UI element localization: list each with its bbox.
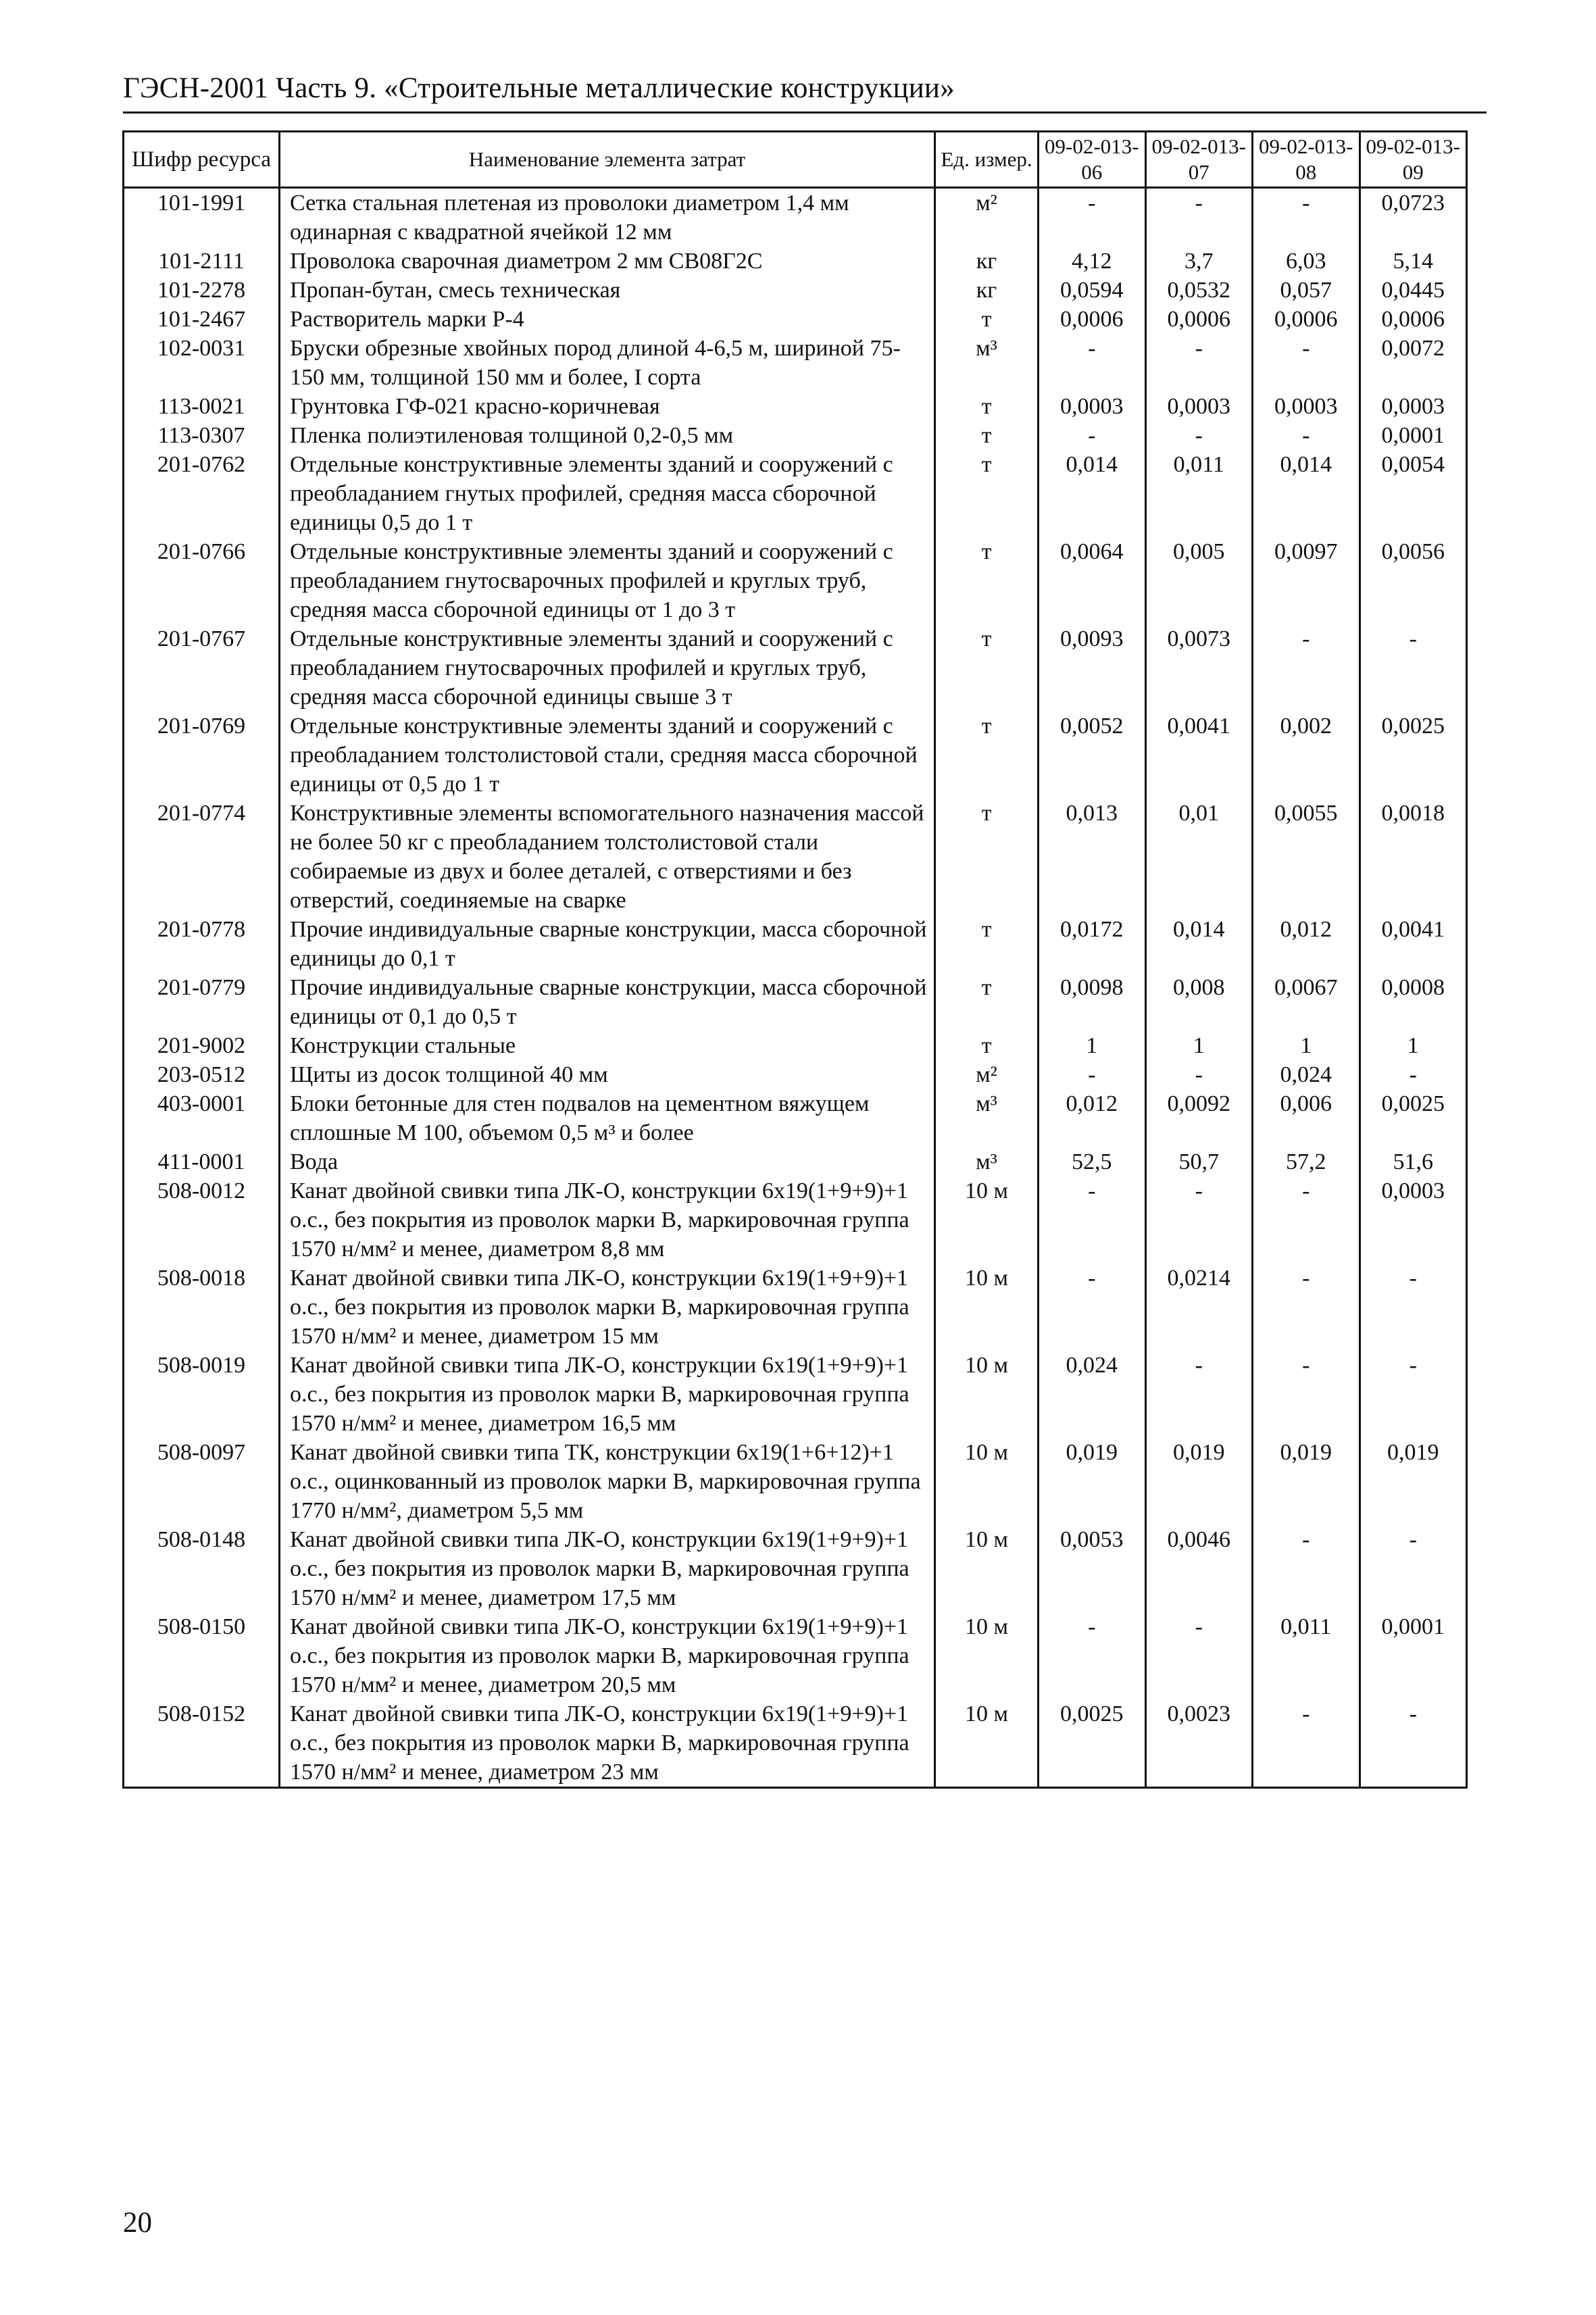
norm-value-cell: 0,0025 [1360, 712, 1467, 799]
resource-code-cell: 411-0001 [124, 1147, 280, 1176]
table-row [124, 712, 1467, 799]
norm-value-cell: 0,006 [1253, 1089, 1360, 1147]
column-header-unit: Ед. измер. [935, 132, 1039, 188]
norm-value-cell: 0,0723 [1360, 188, 1467, 247]
norm-value-cell: - [1039, 1264, 1146, 1351]
norm-value-cell: 0,01 [1145, 799, 1253, 915]
resource-code-cell: 508-0012 [124, 1176, 280, 1264]
unit-cell: т [935, 450, 1039, 537]
resource-name-cell: Конструктивные элементы вспомогательного назначения массой не более 50 кг с преобладанием толстолистовой стали собираемые из двух и более деталей, с отверстиями и без отверстий, соединяемые на сварке [280, 799, 935, 915]
resource-code-cell: 113-0021 [124, 392, 280, 421]
unit-cell: кг [935, 276, 1039, 305]
norm-value-cell: 0,012 [1039, 1089, 1146, 1147]
unit-cell: т [935, 624, 1039, 712]
norm-value-cell: 0,0023 [1145, 1699, 1253, 1788]
norm-value-cell: - [1360, 1351, 1467, 1438]
resource-name-cell: Канат двойной свивки типа ЛК-О, конструкции 6х19(1+9+9)+1 о.с., без покрытия из проволок марки В, маркировочная группа 1570 н/мм² и менее, диаметром 20,5 мм [280, 1612, 935, 1699]
norm-value-cell: 0,0067 [1253, 973, 1360, 1031]
unit-cell: 10 м [935, 1612, 1039, 1699]
norm-value-cell: 0,002 [1253, 712, 1360, 799]
norm-value-cell: - [1253, 421, 1360, 450]
resource-name-cell: Отдельные конструктивные элементы зданий и сооружений с преобладанием гнутосварочных профилей и круглых труб, средняя масса сборочной единицы свыше 3 т [280, 624, 935, 712]
unit-cell: м³ [935, 1147, 1039, 1176]
resource-code-cell: 201-0769 [124, 712, 280, 799]
norm-value-cell: - [1039, 188, 1146, 247]
table-row [124, 1031, 1467, 1060]
resource-code-cell: 508-0152 [124, 1699, 280, 1788]
norm-value-cell: - [1253, 1176, 1360, 1264]
norm-value-cell: 0,019 [1039, 1438, 1146, 1525]
norm-value-cell: 0,0098 [1039, 973, 1146, 1031]
resource-name-cell: Бруски обрезные хвойных пород длиной 4-6,5 м, шириной 75-150 мм, толщиной 150 мм и более, I сорта [280, 334, 935, 392]
norm-value-cell: 0,0003 [1145, 392, 1253, 421]
resource-name-cell: Вода [280, 1147, 935, 1176]
table-row [124, 1060, 1467, 1089]
resource-name-cell: Сетка стальная плетеная из проволоки диаметром 1,4 мм одинарная с квадратной ячейкой 12 мм [280, 188, 935, 247]
unit-cell: кг [935, 247, 1039, 276]
table-row [124, 915, 1467, 973]
norm-value-cell: 0,0093 [1039, 624, 1146, 712]
norm-value-cell: 3,7 [1145, 247, 1253, 276]
norm-value-cell: - [1253, 188, 1360, 247]
resource-code-cell: 201-0767 [124, 624, 280, 712]
unit-cell: м³ [935, 1089, 1039, 1147]
norm-value-cell: - [1039, 334, 1146, 392]
resource-code-cell: 201-0762 [124, 450, 280, 537]
resource-name-cell: Отдельные конструктивные элементы зданий и сооружений с преобладанием гнутых профилей, средняя масса сборочной единицы 0,5 до 1 т [280, 450, 935, 537]
unit-cell: т [935, 712, 1039, 799]
resource-name-cell: Канат двойной свивки типа ЛК-О, конструкции 6х19(1+9+9)+1 о.с., без покрытия из проволок марки В, маркировочная группа 1570 н/мм² и менее, диаметром 16,5 мм [280, 1351, 935, 1438]
norm-value-cell: 0,0003 [1360, 1176, 1467, 1264]
resource-name-cell: Блоки бетонные для стен подвалов на цементном вяжущем сплошные М 100, объемом 0,5 м³ и более [280, 1089, 935, 1147]
column-header-norm-08: 09-02-013-08 [1253, 132, 1360, 188]
norm-value-cell: 0,019 [1253, 1438, 1360, 1525]
unit-cell: т [935, 973, 1039, 1031]
page-number: 20 [123, 2207, 152, 2239]
resource-code-cell: 101-2278 [124, 276, 280, 305]
norm-value-cell: - [1253, 1351, 1360, 1438]
norm-value-cell: - [1253, 334, 1360, 392]
norm-value-cell: 0,0041 [1145, 712, 1253, 799]
norm-value-cell: - [1039, 1060, 1146, 1089]
resource-code-cell: 101-2111 [124, 247, 280, 276]
table-row [124, 1176, 1467, 1264]
norm-value-cell: 0,0064 [1039, 537, 1146, 624]
norm-value-cell: 5,14 [1360, 247, 1467, 276]
norm-value-cell: 0,024 [1253, 1060, 1360, 1089]
unit-cell: 10 м [935, 1264, 1039, 1351]
norm-value-cell: 0,0025 [1360, 1089, 1467, 1147]
table-row [124, 973, 1467, 1031]
norm-value-cell: - [1145, 1060, 1253, 1089]
norm-value-cell: 0,0018 [1360, 799, 1467, 915]
norm-value-cell: - [1360, 1699, 1467, 1788]
unit-cell: 10 м [935, 1525, 1039, 1612]
norm-value-cell: - [1360, 624, 1467, 712]
norm-value-cell: 0,019 [1360, 1438, 1467, 1525]
norm-value-cell: - [1039, 1612, 1146, 1699]
norm-value-cell: 0,011 [1145, 450, 1253, 537]
norm-value-cell: 0,0056 [1360, 537, 1467, 624]
resource-code-cell: 113-0307 [124, 421, 280, 450]
norm-value-cell: 52,5 [1039, 1147, 1146, 1176]
norm-value-cell: - [1253, 1264, 1360, 1351]
norm-value-cell: 0,0006 [1145, 305, 1253, 334]
norm-value-cell: 0,0001 [1360, 421, 1467, 450]
table-body [124, 188, 1467, 1788]
norm-value-cell: - [1145, 1351, 1253, 1438]
norm-value-cell: 57,2 [1253, 1147, 1360, 1176]
norm-value-cell: 0,0532 [1145, 276, 1253, 305]
norm-value-cell: 4,12 [1039, 247, 1146, 276]
table-row [124, 334, 1467, 392]
unit-cell: т [935, 1031, 1039, 1060]
table-row [124, 392, 1467, 421]
resource-name-cell: Отдельные конструктивные элементы зданий и сооружений с преобладанием гнутосварочных профилей и круглых труб, средняя масса сборочной единицы от 1 до 3 т [280, 537, 935, 624]
unit-cell: т [935, 537, 1039, 624]
norm-value-cell: 0,0003 [1253, 392, 1360, 421]
table-row [124, 1699, 1467, 1788]
unit-cell: т [935, 915, 1039, 973]
norm-value-cell: 0,0445 [1360, 276, 1467, 305]
norm-value-cell: 0,0055 [1253, 799, 1360, 915]
resource-name-cell: Прочие индивидуальные сварные конструкции, масса сборочной единицы до 0,1 т [280, 915, 935, 973]
resource-code-cell: 201-0766 [124, 537, 280, 624]
norm-value-cell: 0,011 [1253, 1612, 1360, 1699]
table-row [124, 421, 1467, 450]
resource-code-cell: 201-9002 [124, 1031, 280, 1060]
unit-cell: т [935, 799, 1039, 915]
norm-value-cell: - [1253, 624, 1360, 712]
resource-code-cell: 201-0778 [124, 915, 280, 973]
norm-value-cell: 1 [1145, 1031, 1253, 1060]
norm-value-cell: - [1145, 334, 1253, 392]
resource-name-cell: Канат двойной свивки типа ЛК-О, конструкции 6х19(1+9+9)+1 о.с., без покрытия из проволок марки В, маркировочная группа 1570 н/мм² и менее, диаметром 23 мм [280, 1699, 935, 1788]
unit-cell: 10 м [935, 1699, 1039, 1788]
norm-value-cell: 1 [1039, 1031, 1146, 1060]
norm-value-cell: - [1253, 1525, 1360, 1612]
norm-value-cell: 0,057 [1253, 276, 1360, 305]
norm-value-cell: 1 [1253, 1031, 1360, 1060]
norm-value-cell: - [1360, 1525, 1467, 1612]
unit-cell: т [935, 421, 1039, 450]
norm-value-cell: 0,0073 [1145, 624, 1253, 712]
unit-cell: м³ [935, 334, 1039, 392]
resource-code-cell: 102-0031 [124, 334, 280, 392]
norm-value-cell: 0,0053 [1039, 1525, 1146, 1612]
norm-value-cell: 0,013 [1039, 799, 1146, 915]
unit-cell: 10 м [935, 1351, 1039, 1438]
norm-value-cell: 0,005 [1145, 537, 1253, 624]
table-row [124, 1351, 1467, 1438]
column-header-norm-07: 09-02-013-07 [1145, 132, 1253, 188]
resource-code-cell: 101-1991 [124, 188, 280, 247]
resource-table-wrap [122, 130, 1466, 1789]
norm-value-cell: 0,0072 [1360, 334, 1467, 392]
norm-value-cell: 0,008 [1145, 973, 1253, 1031]
resource-name-cell: Пленка полиэтиленовая толщиной 0,2-0,5 мм [280, 421, 935, 450]
norm-value-cell: - [1360, 1060, 1467, 1089]
page-header: ГЭСН-2001 Часть 9. «Строительные металлические конструкции» [123, 72, 955, 104]
header-rule [123, 111, 1487, 114]
norm-value-cell: - [1253, 1699, 1360, 1788]
resource-code-cell: 508-0018 [124, 1264, 280, 1351]
norm-value-cell: 0,0097 [1253, 537, 1360, 624]
table-header-row [124, 132, 1467, 188]
table-row [124, 1147, 1467, 1176]
column-header-norm-09: 09-02-013-09 [1360, 132, 1467, 188]
unit-cell: 10 м [935, 1176, 1039, 1264]
table-row [124, 1264, 1467, 1351]
table-row [124, 305, 1467, 334]
resource-name-cell: Канат двойной свивки типа ЛК-О, конструкции 6х19(1+9+9)+1 о.с., без покрытия из проволок марки В, маркировочная группа 1570 н/мм² и менее, диаметром 17,5 мм [280, 1525, 935, 1612]
resource-name-cell: Щиты из досок толщиной 40 мм [280, 1060, 935, 1089]
resource-name-cell: Канат двойной свивки типа ЛК-О, конструкции 6х19(1+9+9)+1 о.с., без покрытия из проволок марки В, маркировочная группа 1570 н/мм² и менее, диаметром 8,8 мм [280, 1176, 935, 1264]
norm-value-cell: 0,014 [1253, 450, 1360, 537]
norm-value-cell: 0,014 [1145, 915, 1253, 973]
resource-code-cell: 201-0774 [124, 799, 280, 915]
norm-value-cell: 50,7 [1145, 1147, 1253, 1176]
table-row [124, 1089, 1467, 1147]
norm-value-cell: 0,0052 [1039, 712, 1146, 799]
norm-value-cell: 0,0092 [1145, 1089, 1253, 1147]
norm-value-cell: 0,0172 [1039, 915, 1146, 973]
norm-value-cell: 0,0006 [1253, 305, 1360, 334]
norm-value-cell: 1 [1360, 1031, 1467, 1060]
norm-value-cell: 0,0006 [1360, 305, 1467, 334]
norm-value-cell: 0,019 [1145, 1438, 1253, 1525]
resource-code-cell: 508-0148 [124, 1525, 280, 1612]
unit-cell: т [935, 305, 1039, 334]
unit-cell: 10 м [935, 1438, 1039, 1525]
norm-value-cell: 0,0214 [1145, 1264, 1253, 1351]
norm-value-cell: 51,6 [1360, 1147, 1467, 1176]
table-row [124, 1612, 1467, 1699]
norm-value-cell: 0,024 [1039, 1351, 1146, 1438]
resource-name-cell: Прочие индивидуальные сварные конструкции, масса сборочной единицы от 0,1 до 0,5 т [280, 973, 935, 1031]
norm-value-cell: - [1360, 1264, 1467, 1351]
unit-cell: м² [935, 1060, 1039, 1089]
norm-value-cell: 0,014 [1039, 450, 1146, 537]
norm-value-cell: - [1145, 1176, 1253, 1264]
table-row [124, 1525, 1467, 1612]
norm-value-cell: 0,0003 [1039, 392, 1146, 421]
resource-name-cell: Проволока сварочная диаметром 2 мм СВ08Г2С [280, 247, 935, 276]
table-row [124, 624, 1467, 712]
resource-code-cell: 203-0512 [124, 1060, 280, 1089]
resource-name-cell: Грунтовка ГФ-021 красно-коричневая [280, 392, 935, 421]
norm-value-cell: 0,0001 [1360, 1612, 1467, 1699]
norm-value-cell: 0,0054 [1360, 450, 1467, 537]
norm-value-cell: - [1145, 188, 1253, 247]
norm-value-cell: 0,0003 [1360, 392, 1467, 421]
table-row [124, 450, 1467, 537]
resource-code-cell: 508-0097 [124, 1438, 280, 1525]
norm-value-cell: 0,0041 [1360, 915, 1467, 973]
norm-value-cell: 0,0594 [1039, 276, 1146, 305]
resource-code-cell: 101-2467 [124, 305, 280, 334]
table-row [124, 276, 1467, 305]
norm-value-cell: 0,0046 [1145, 1525, 1253, 1612]
unit-cell: м² [935, 188, 1039, 247]
norm-value-cell: - [1039, 421, 1146, 450]
norm-value-cell: - [1145, 421, 1253, 450]
norm-value-cell: 6,03 [1253, 247, 1360, 276]
norm-value-cell: - [1039, 1176, 1146, 1264]
norm-value-cell: 0,0008 [1360, 973, 1467, 1031]
table-row [124, 247, 1467, 276]
resource-name-cell: Канат двойной свивки типа ЛК-О, конструкции 6х19(1+9+9)+1 о.с., без покрытия из проволок марки В, маркировочная группа 1570 н/мм² и менее, диаметром 15 мм [280, 1264, 935, 1351]
resource-name-cell: Пропан-бутан, смесь техническая [280, 276, 935, 305]
column-header-norm-06: 09-02-013-06 [1039, 132, 1146, 188]
resource-name-cell: Растворитель марки Р-4 [280, 305, 935, 334]
resource-code-cell: 403-0001 [124, 1089, 280, 1147]
table-row [124, 1438, 1467, 1525]
resource-name-cell: Конструкции стальные [280, 1031, 935, 1060]
table-row [124, 188, 1467, 247]
norm-value-cell: 0,0006 [1039, 305, 1146, 334]
resource-name-cell: Канат двойной свивки типа ТК, конструкции 6х19(1+6+12)+1 о.с., оцинкованный из проволок марки В, маркировочная группа 1770 н/мм², диаметром 5,5 мм [280, 1438, 935, 1525]
column-header-code: Шифр ресурса [124, 132, 280, 188]
norm-value-cell: 0,0025 [1039, 1699, 1146, 1788]
resource-name-cell: Отдельные конструктивные элементы зданий и сооружений с преобладанием толстолистовой стали, средняя масса сборочной единицы от 0,5 до 1 т [280, 712, 935, 799]
unit-cell: т [935, 392, 1039, 421]
resource-code-cell: 508-0019 [124, 1351, 280, 1438]
resource-code-cell: 508-0150 [124, 1612, 280, 1699]
table-row [124, 799, 1467, 915]
resource-table [122, 130, 1468, 1789]
column-header-name: Наименование элемента затрат [280, 132, 935, 188]
table-row [124, 537, 1467, 624]
norm-value-cell: 0,012 [1253, 915, 1360, 973]
resource-code-cell: 201-0779 [124, 973, 280, 1031]
norm-value-cell: - [1145, 1612, 1253, 1699]
